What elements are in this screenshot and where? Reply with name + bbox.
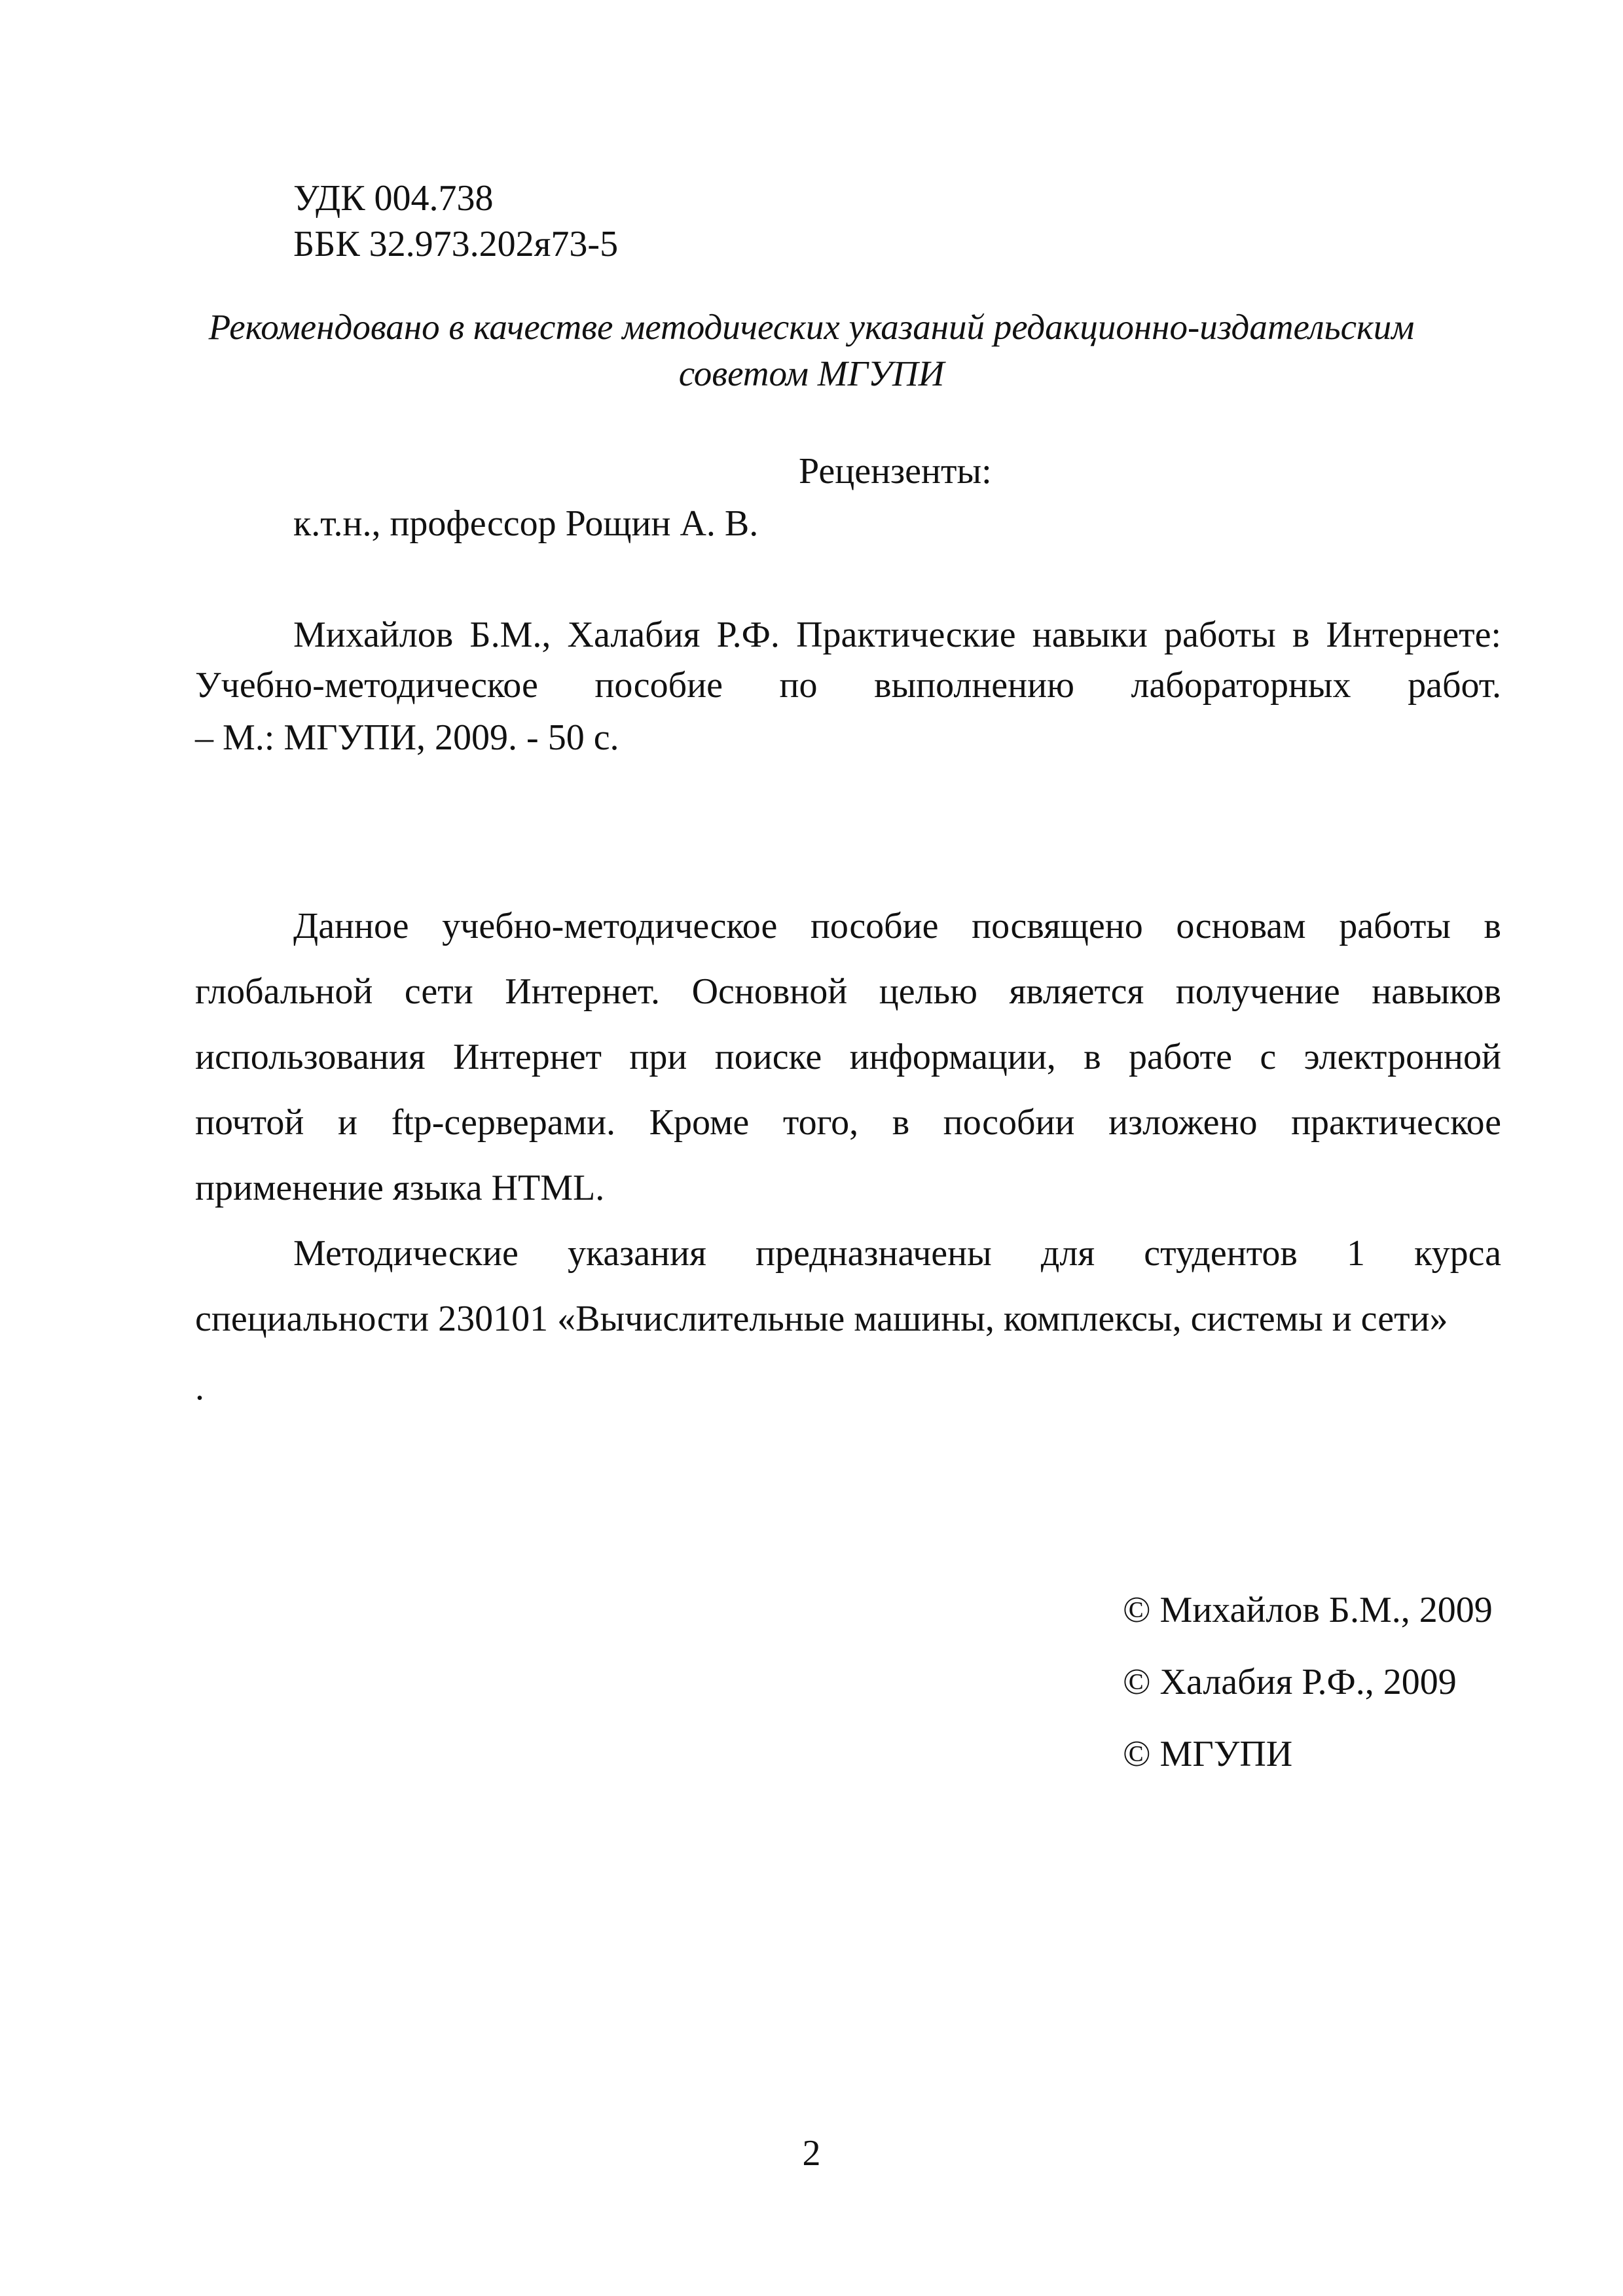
page-number: 2 [802, 2133, 821, 2174]
annotation-line: применение языка HTML. [195, 1168, 605, 1208]
annotation-line: специальности 230101 «Вычислительные машины, комплексы, системы и сети» [195, 1299, 1448, 1339]
annotation-line: почтой и ftp-серверами. Кроме того, в пособии изложено практическое [195, 1102, 1501, 1143]
annotation-line: глобальной сети Интернет. Основной целью является получение навыков [195, 971, 1501, 1012]
bibliography-line-1: Михайлов Б.М., Халабия Р.Ф. Практические навыки работы в Интернете: [293, 615, 1501, 655]
copyright-line: © Михайлов Б.М., 2009 [1123, 1590, 1493, 1630]
copyright-line: © Халабия Р.Ф., 2009 [1123, 1662, 1457, 1702]
reviewer-entry: к.т.н., профессор Рощин А. В. [293, 503, 759, 544]
annotation-line: . [195, 1367, 204, 1408]
copyright-line: © МГУПИ [1123, 1734, 1293, 1774]
bibliography-line-3: – М.: МГУПИ, 2009. - 50 с. [195, 717, 619, 758]
annotation-line: Методические указания предназначены для студентов 1 курса [293, 1233, 1501, 1274]
annotation-line: Данное учебно-методическое пособие посвящено основам работы в [293, 906, 1501, 946]
recommendation-line-1: Рекомендовано в качестве методических указаний редакционно-издательским [208, 307, 1415, 347]
udk-code: УДК 004.738 [293, 178, 494, 219]
annotation-line: использования Интернет при поиске информации, в работе с электронной [195, 1037, 1501, 1077]
reviewers-heading: Рецензенты: [799, 451, 992, 492]
bbk-code: ББК 32.973.202я73-5 [293, 224, 619, 264]
recommendation-line-2: советом МГУПИ [678, 353, 945, 393]
bibliography-line-2: Учебно-методическое пособие по выполнению лабораторных работ. [195, 665, 1501, 706]
